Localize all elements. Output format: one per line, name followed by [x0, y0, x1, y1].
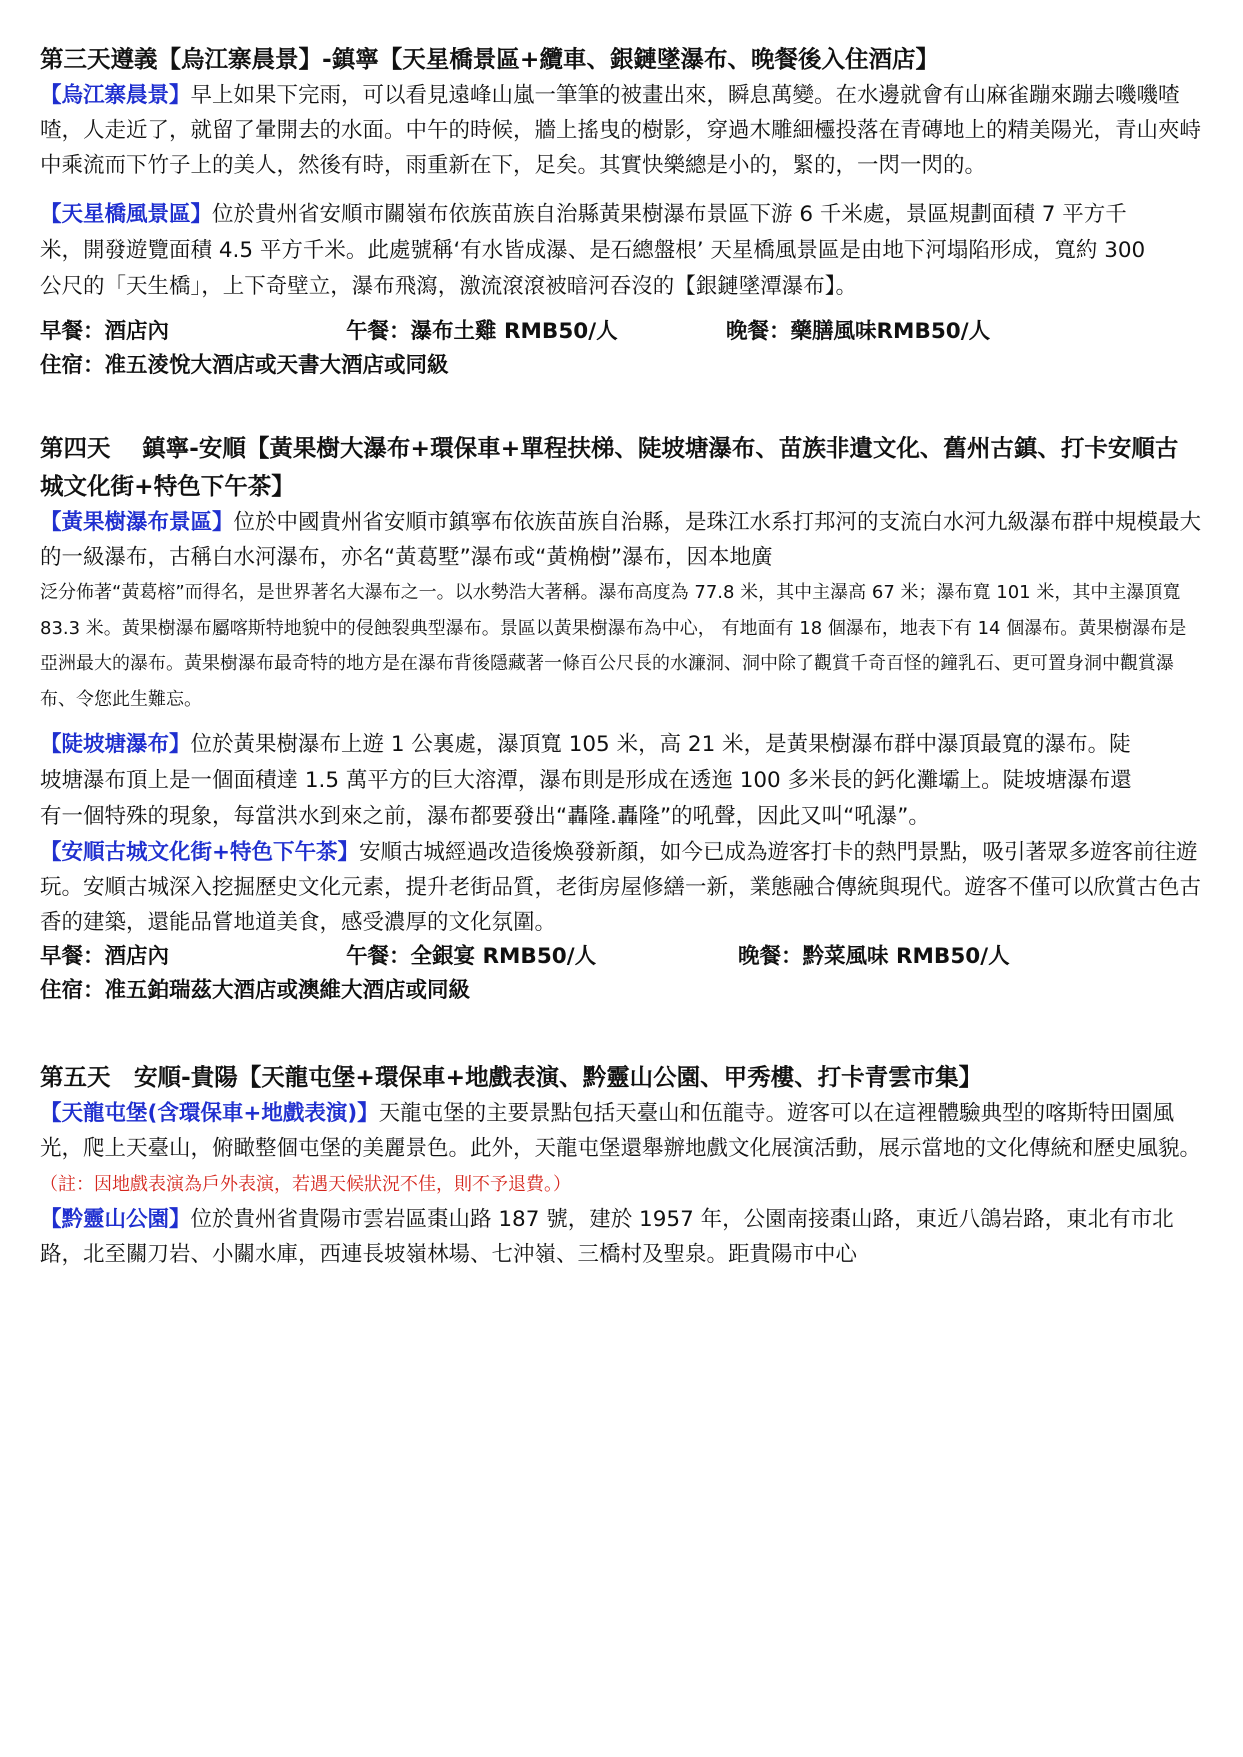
tianlong-tag: 【天龍屯堡(含環保車+地戲表演)】: [40, 1101, 379, 1126]
day4-meals: [40, 940, 1205, 974]
day3-title: 第三天遵義【烏江寨晨景】-鎮寧【天星橋景區+纜車、銀鏈墜瀑布、晚餐後入住酒店】: [40, 45, 939, 73]
day4-lunch: 午餐：全銀宴 RMB50/人: [346, 944, 597, 969]
wujiang-section: [40, 78, 1205, 183]
qianling-tag: 【黔靈山公園】: [40, 1207, 191, 1232]
tianlong-section: [40, 1096, 1205, 1202]
huangguoshu-tag: 【黃果樹瀑布景區】: [40, 510, 234, 535]
day4-title: 第四天 鎮寧-安順【黃果樹大瀑布+環保車+單程扶梯、陡坡塘瀑布、苗族非遺文化、舊州古鎮、打卡安順古城文化街+特色下午茶】: [40, 434, 1179, 500]
tianxing-tag: 【天星橋風景區】: [40, 202, 213, 227]
tianxing-text: 位於貴州省安順市關嶺布依族苗族自治縣黃果樹瀑布景區下游 6 千米處，景區規劃面積 7 平方千米，開發遊覽面積 4.5 平方千米。此處號稱‘有水皆成瀑、是石總盤根’ 天星橋風景區是由地下河塌陷形成，寬約 300 公尺的「天生橋」，上下奇壁立，瀑布飛瀉，激流滾滾被暗河吞沒的【銀鏈墜潭瀑布】。: [40, 202, 1146, 299]
tianlong-refund-note: （註：因地戲表演為戶外表演，若遇天候狀況不佳，則不予退費。）: [40, 1174, 571, 1195]
itinerary-page: [40, 40, 1205, 1272]
day3-lodging: 住宿：准五淩悅大酒店或天書大酒店或同級: [40, 353, 449, 378]
tianxing-section: [40, 197, 1150, 305]
huangguoshu-details: 泛分佈著“黃葛榕”而得名，是世界著名大瀑布之一。以水勢浩大著稱。瀑布高度為 77.8 米，其中主瀑高 67 米；瀑布寬 101 米，其中主瀑頂寬 83.3 米。黃果樹瀑布屬喀斯特地貌中的侵蝕裂典型瀑布。景區以黃果樹瀑布為中心， 有地面有 18 個瀑布，地表下有 14 個瀑布。黃果樹瀑布是亞洲最大的瀑布。黃果樹瀑布最奇特的地方是在瀑布背後隱藏著一條百公尺長的水濂洞、洞中除了觀賞千奇百怪的鐘乳石、更可置身洞中觀賞瀑布、令您此生難忘。: [40, 582, 1187, 710]
day4-lodging: 住宿：准五鉑瑞茲大酒店或澳維大酒店或同級: [40, 978, 471, 1003]
anshun-tag: 【安順古城文化街+特色下午茶】: [40, 840, 360, 865]
doupotang-section: [40, 727, 1150, 835]
day4-breakfast: 早餐：酒店內: [40, 944, 170, 969]
qianling-section: [40, 1202, 1205, 1272]
day5-title: 第五天 安順-貴陽【天龍屯堡+環保車+地戲表演、黔靈山公園、甲秀樓、打卡青雲市集】: [40, 1063, 983, 1091]
doupotang-text: 位於黃果樹瀑布上遊 1 公裏處，瀑頂寬 105 米，高 21 米，是黃果樹瀑布群中瀑頂最寬的瀑布。陡坡塘瀑布頂上是一個面積達 1.5 萬平方的巨大溶潭，瀑布則是形成在透迤 100 多米長的鈣化灘壩上。陡坡塘瀑布還有一個特殊的現象，每當洪水到來之前，瀑布都要發出“轟隆.轟隆”的吼聲，因此又叫“吼瀑”。: [40, 732, 1132, 829]
huangguoshu-section: [40, 505, 1205, 575]
tianlong-text: 天龍屯堡的主要景點包括天臺山和伍龍寺。遊客可以在這裡體驗典型的喀斯特田園風光，爬上天臺山，俯瞰整個屯堡的美麗景色。此外，天龍屯堡還舉辦地戲文化展演活動，展示當地的文化傳統和歷史風貌。: [40, 1101, 1202, 1161]
day3-dinner: 晚餐：藥膳風味RMB50/人: [726, 319, 991, 344]
day4-dinner: 晚餐：黔菜風味 RMB50/人: [738, 944, 1010, 969]
day3-lunch: 午餐：瀑布土雞 RMB50/人: [346, 319, 618, 344]
wujiang-text: 早上如果下完雨，可以看見遠峰山嵐一筆筆的被畫出來，瞬息萬變。在水邊就會有山麻雀蹦來蹦去嘰嘰喳喳，人走近了，就留了暈開去的水面。中午的時候，牆上搖曳的樹影，穿過木雕細欞投落在青磚地上的精美陽光，青山夾峙中乘流而下竹子上的美人，然後有時，雨重新在下，足矣。其實快樂總是小的，緊的，一閃一閃的。: [40, 83, 1202, 178]
wujiang-tag: 【烏江寨晨景】: [40, 83, 191, 108]
huangguoshu-text: 位於中國貴州省安順市鎮寧布依族苗族自治縣，是珠江水系打邦河的支流白水河九級瀑布群中規模最大的一級瀑布，古稱白水河瀑布，亦名“黃葛墅”瀑布或“黃桷樹”瀑布，因本地廣: [40, 510, 1202, 570]
day3-breakfast: 早餐：酒店內: [40, 319, 170, 344]
anshun-text: 安順古城經過改造後煥發新顏，如今已成為遊客打卡的熱門景點，吸引著眾多遊客前往遊玩。安順古城深入挖掘歷史文化元素，提升老街品質，老街房屋修繕一新，業態融合傳統與現代。遊客不僅可以欣賞古色古香的建築，還能品嘗地道美食，感受濃厚的文化氛圍。: [40, 840, 1202, 935]
doupotang-tag: 【陡坡塘瀑布】: [40, 732, 191, 757]
anshun-section: [40, 835, 1205, 940]
day3-meals: [40, 315, 1205, 349]
qianling-text: 位於貴州省貴陽市雲岩區棗山路 187 號，建於 1957 年，公園南接棗山路，東近八鴿岩路，東北有市北路，北至關刀岩、小關水庫，西連長坡嶺林場、七沖嶺、三橋村及聖泉。距貴陽市中心: [40, 1207, 1174, 1267]
